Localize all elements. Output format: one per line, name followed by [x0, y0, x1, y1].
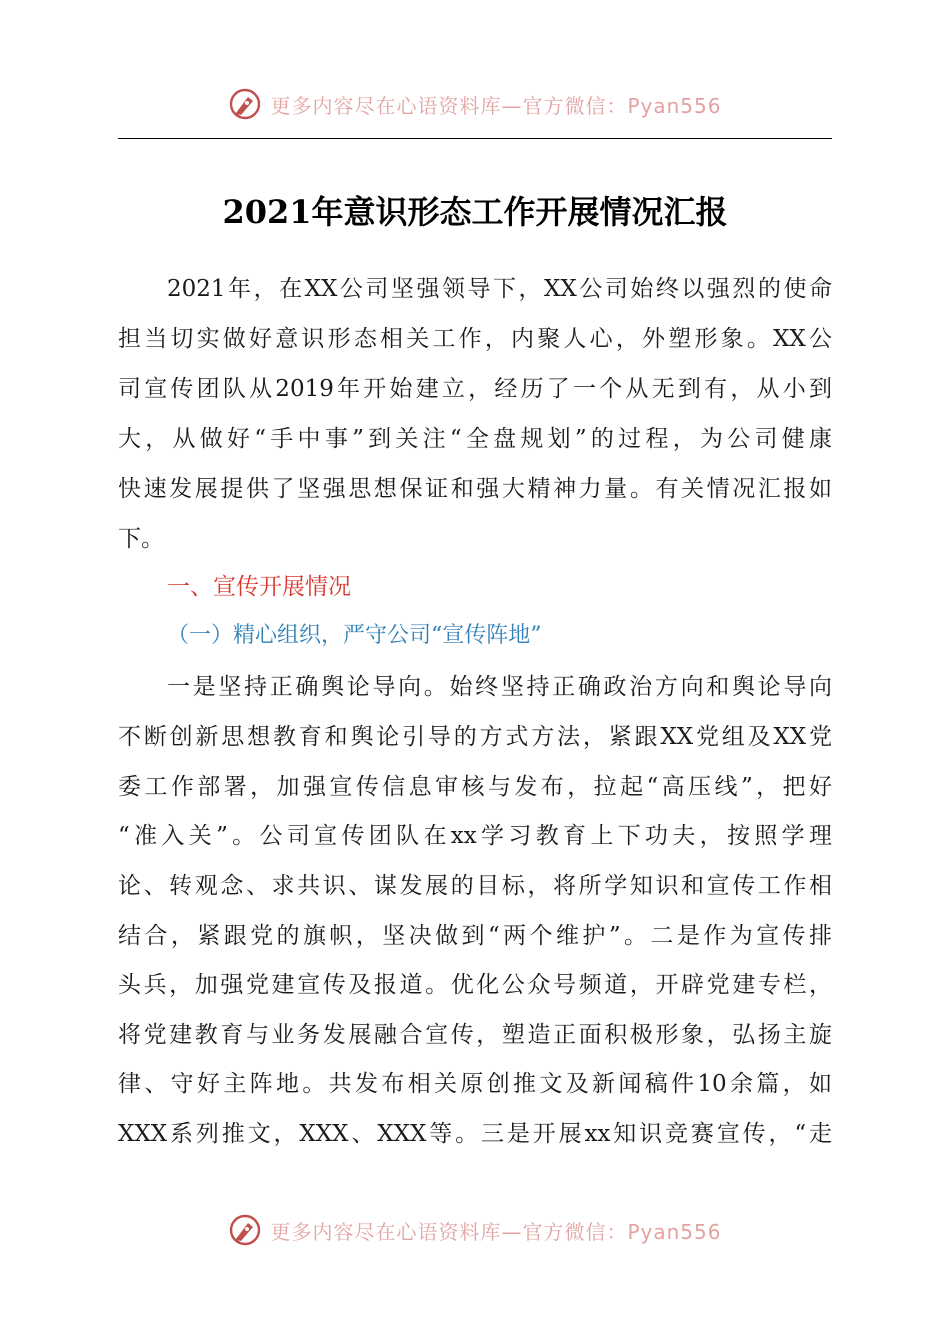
document-title: 2021年意识形态工作开展情况汇报 — [222, 193, 728, 231]
body-line: 将党建教育与业务发展融合宣传，塑造正面积极形象，弘扬主旋 — [118, 1022, 832, 1048]
body-line: 结合，紧跟党的旗帜，坚决做到“两个维护”。二是作为宣传排 — [118, 923, 832, 949]
body-line: XXX系列推文，XXX、XXX等。三是开展xx知识竞赛宣传，“走 — [118, 1121, 832, 1147]
footer-banner-text: 更多内容尽在心语资料库—官方微信：Pyan556 — [270, 1219, 722, 1244]
body-line: 不断创新思想教育和舆论引导的方式方法，紧跟XX党组及XX党 — [118, 724, 832, 750]
pen-nib-logo-icon — [228, 87, 262, 121]
section-heading: 一、宣传开展情况 — [167, 574, 351, 600]
body-line: 大，从做好“手中事”到关注“全盘规划”的过程，为公司健康 — [118, 426, 832, 452]
body-line: 一是坚持正确舆论导向。始终坚持正确政治方向和舆论导向 — [167, 674, 832, 700]
header-banner — [0, 84, 950, 124]
footer-banner — [0, 1210, 950, 1250]
header-banner-text: 更多内容尽在心语资料库—官方微信：Pyan556 — [270, 93, 722, 118]
body-line: 司宣传团队从2019年开始建立，经历了一个从无到有，从小到 — [118, 376, 832, 402]
body-line: 快速发展提供了坚强思想保证和强大精神力量。有关情况汇报如 — [118, 476, 832, 502]
pen-nib-logo-icon — [228, 1213, 262, 1247]
body-line: 论、转观念、求共识、谋发展的目标，将所学知识和宣传工作相 — [118, 873, 832, 899]
subsection-heading: （一）精心组织，严守公司“宣传阵地” — [167, 623, 542, 648]
body-line: 委工作部署，加强宣传信息审核与发布，拉起“高压线”，把好 — [118, 774, 832, 800]
body-line: “准入关”。公司宣传团队在xx学习教育上下功夫，按照学理 — [118, 823, 832, 849]
body-line: 担当切实做好意识形态相关工作，内聚人心，外塑形象。XX公 — [118, 326, 832, 352]
body-line: 头兵，加强党建宣传及报道。优化公众号频道，开辟党建专栏， — [118, 972, 832, 998]
body-line: 下。 — [118, 526, 164, 552]
body-line: 律、守好主阵地。共发布相关原创推文及新闻稿件10余篇，如 — [118, 1071, 832, 1097]
body-line: 2021年，在XX公司坚强领导下，XX公司始终以强烈的使命 — [167, 276, 832, 302]
header-divider — [118, 138, 832, 139]
